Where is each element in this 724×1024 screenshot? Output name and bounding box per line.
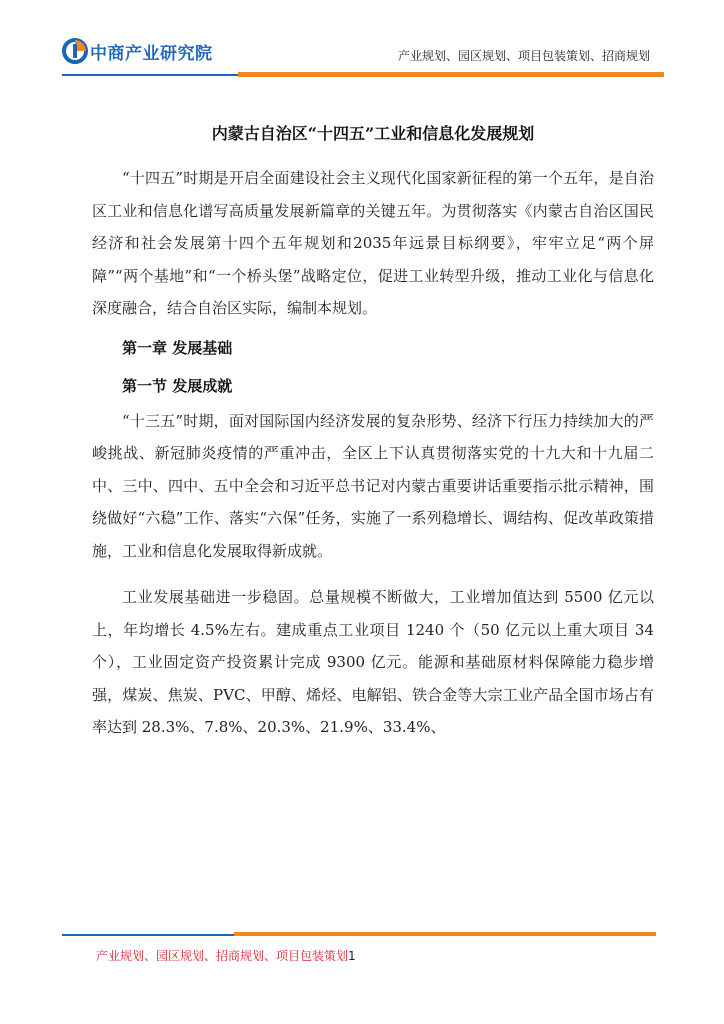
company-logo[interactable] — [62, 36, 213, 66]
page-footer — [96, 947, 356, 964]
footer-divider-orange — [234, 932, 656, 936]
header-divider-blue — [62, 74, 238, 76]
document-body — [92, 120, 654, 744]
industrial-base-paragraph: 工业发展基础进一步稳固。总量规模不断做大，工业增加值达到 5500 亿元以上，年均增长 4.5%左右。建成重点工业项目 1240 个（50 亿元以上重大项目 34 个），工业固定资产投资累计完成 9300 亿元。能源和基础原材料保障能力稳步增强，煤炭、焦炭、PVC、甲醇、烯烃、电解铝、铁合金等大宗工业产品全国市场占有率达到 28.3%、7.8%、20.3%、21.9%、33.4%、 — [92, 588, 654, 736]
logo-text: 中商产业研究院 — [90, 43, 213, 64]
footer-tagline: 产业规划、园区规划、招商规划、项目包装策划 — [96, 949, 349, 963]
header-tagline: 产业规划、园区规划、项目包装策划、招商规划 — [397, 49, 650, 63]
chapter-heading: 第一章 发展基础 — [122, 338, 233, 357]
page-header — [0, 0, 724, 90]
spacer — [92, 567, 654, 581]
footer-divider-blue — [62, 934, 234, 936]
page-number: 1 — [348, 949, 356, 963]
section-heading: 第一节 发展成就 — [122, 376, 233, 395]
achievements-paragraph: “十三五”时期，面对国际国内经济发展的复杂形势、经济下行压力持续加大的严峻挑战、新冠肺炎疫情的严重冲击，全区上下认真贯彻落实党的十九大和十九届二中、三中、四中、五中全会和习近平总书记对内蒙古重要讲话重要指示批示精神，围绕做好“六稳”工作、落实“六保”任务，实施了一系列稳增长、调结构、促改革政策措施，工业和信息化发展取得新成就。 — [92, 411, 654, 560]
logo-mark-icon — [62, 38, 88, 64]
intro-paragraph: “十四五”时期是开启全面建设社会主义现代化国家新征程的第一个五年，是自治区工业和信息化谱写高质量发展新篇章的关键五年。为贯彻落实《内蒙古自治区国民经济和社会发展第十四个五年规划和2035年远景目标纲要》，牢牢立足“两个屏障”“两个基地”和“一个桥头堡”战略定位，促进工业转型升级，推动工业化与信息化深度融合，结合自治区实际，编制本规划。 — [92, 169, 654, 317]
header-divider-orange — [238, 72, 664, 77]
document-title: 内蒙古自治区“十四五”工业和信息化发展规划 — [211, 124, 535, 143]
